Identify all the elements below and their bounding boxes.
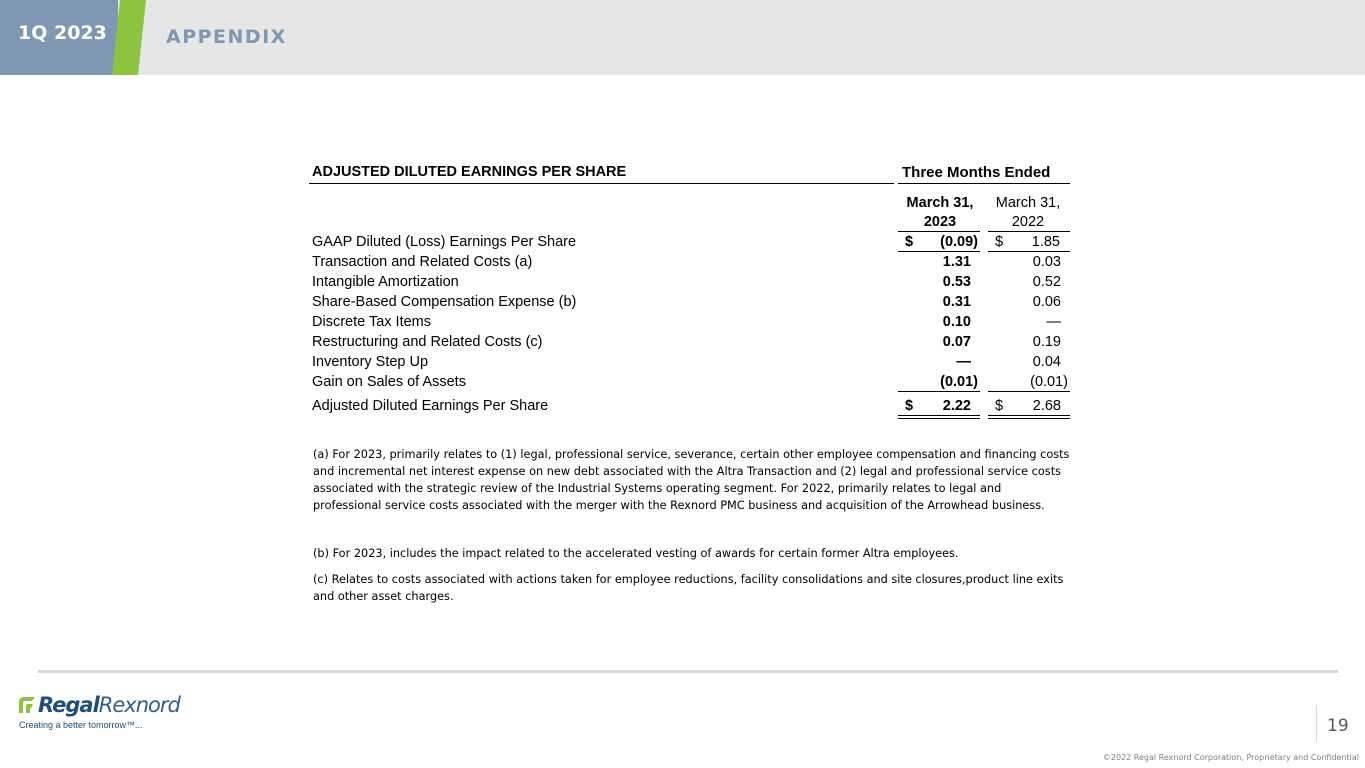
logo-wordmark: [38, 693, 180, 717]
value-2023: 1.31: [942, 254, 971, 270]
value-2023: 0.07: [942, 334, 971, 350]
table-title: ADJUSTED DILUTED EARNINGS PER SHARE: [312, 164, 627, 180]
currency-symbol: $: [995, 398, 1004, 414]
col-2022-header: [983, 194, 1073, 232]
value-2022: 0.19: [1032, 334, 1061, 350]
col-2022-header-underline: [988, 231, 1070, 232]
col-2023-line1: March 31,: [906, 195, 974, 211]
footer-divider: [38, 670, 1338, 673]
row-label: Transaction and Related Costs (a): [312, 254, 533, 270]
value-2022: —: [1046, 314, 1061, 330]
col-2022-line2: 2022: [1011, 214, 1045, 230]
total-double-underline: [898, 418, 980, 419]
logo-rexnord: Rexnord: [98, 693, 180, 717]
currency-symbol: $: [905, 398, 914, 414]
row-label: Inventory Step Up: [312, 354, 429, 370]
value-2023: (0.01): [940, 374, 978, 390]
period-header: Three Months Ended: [902, 164, 1051, 181]
row-label: GAAP Diluted (Loss) Earnings Per Share: [312, 234, 577, 250]
row-label: Discrete Tax Items: [312, 314, 431, 330]
total-2023: 2.22: [942, 398, 971, 414]
tagline: Creating a better tomorrow™...: [19, 720, 143, 730]
value-2022: 0.04: [1032, 354, 1061, 370]
page-number: 19: [1327, 716, 1349, 736]
footnote-c-text: (c) Relates to costs associated with actions taken for employee reductions, facility consolidations and site closures,product line exits and other asset charges.: [313, 573, 1064, 603]
value-2022: 0.03: [1032, 254, 1061, 270]
value-2023: 0.31: [942, 294, 971, 310]
total-double-underline: [898, 415, 980, 416]
value-2023: (0.09): [940, 234, 978, 250]
value-2023: 0.53: [942, 274, 971, 290]
footnote-a: [313, 446, 1073, 514]
total-label: Adjusted Diluted Earnings Per Share: [312, 398, 549, 414]
section-title: APPENDIX: [166, 26, 287, 48]
footnote-a-text: (a) For 2023, primarily relates to (1) legal, professional service, severance, certain other employee compensation and financing costs and incremental net interest expense on new debt associated with the Altra Transaction and (2) legal and professional service costs associated with the strategic review of the Industrial Systems operating segment. For 2022, primarily relates to legal and professional service costs associated with the merger with the Rexnord PMC business and acquisition of the Arrowhead business.: [313, 448, 1070, 512]
value-2023: 0.10: [942, 314, 971, 330]
logo-mark-icon: [18, 696, 36, 714]
value-2022: 1.85: [1031, 234, 1060, 250]
title-underline: [309, 183, 894, 184]
value-2022: 0.06: [1032, 294, 1061, 310]
total-2022: 2.68: [1032, 398, 1061, 414]
value-2022: 0.52: [1032, 274, 1061, 290]
currency-symbol: $: [905, 234, 914, 250]
row-label: Intangible Amortization: [312, 274, 459, 290]
value-2022: (0.01): [1030, 374, 1068, 390]
row-underline: [988, 251, 1070, 252]
row-underline: [898, 391, 980, 392]
page-number-divider: [1316, 705, 1317, 741]
col-2023-line2: 2023: [923, 214, 957, 230]
total-double-underline: [988, 415, 1070, 416]
footnote-b: [313, 545, 1073, 562]
copyright-notice: ©2022 Regal Rexnord Corporation, Proprietary and Confidential: [1102, 753, 1359, 762]
row-underline: [898, 251, 980, 252]
row-label: Gain on Sales of Assets: [312, 374, 466, 390]
col-2023-header: [895, 194, 985, 232]
period-underline: [898, 183, 1070, 184]
value-2023: —: [956, 354, 971, 370]
row-label: Restructuring and Related Costs (c): [312, 334, 543, 350]
header-bar: [0, 0, 1365, 75]
footnote-c: [313, 571, 1073, 605]
quarter-label: 1Q 2023: [18, 22, 107, 44]
footnote-b-text: (b) For 2023, includes the impact related to the accelerated vesting of awards for certain former Altra employees.: [313, 547, 959, 560]
currency-symbol: $: [995, 234, 1004, 250]
logo-regal: Regal: [38, 693, 99, 717]
col-2022-line1: March 31,: [995, 195, 1061, 211]
row-label: Share-Based Compensation Expense (b): [312, 294, 577, 310]
row-underline: [988, 391, 1070, 392]
total-double-underline: [988, 418, 1070, 419]
col-2023-header-underline: [898, 231, 980, 232]
